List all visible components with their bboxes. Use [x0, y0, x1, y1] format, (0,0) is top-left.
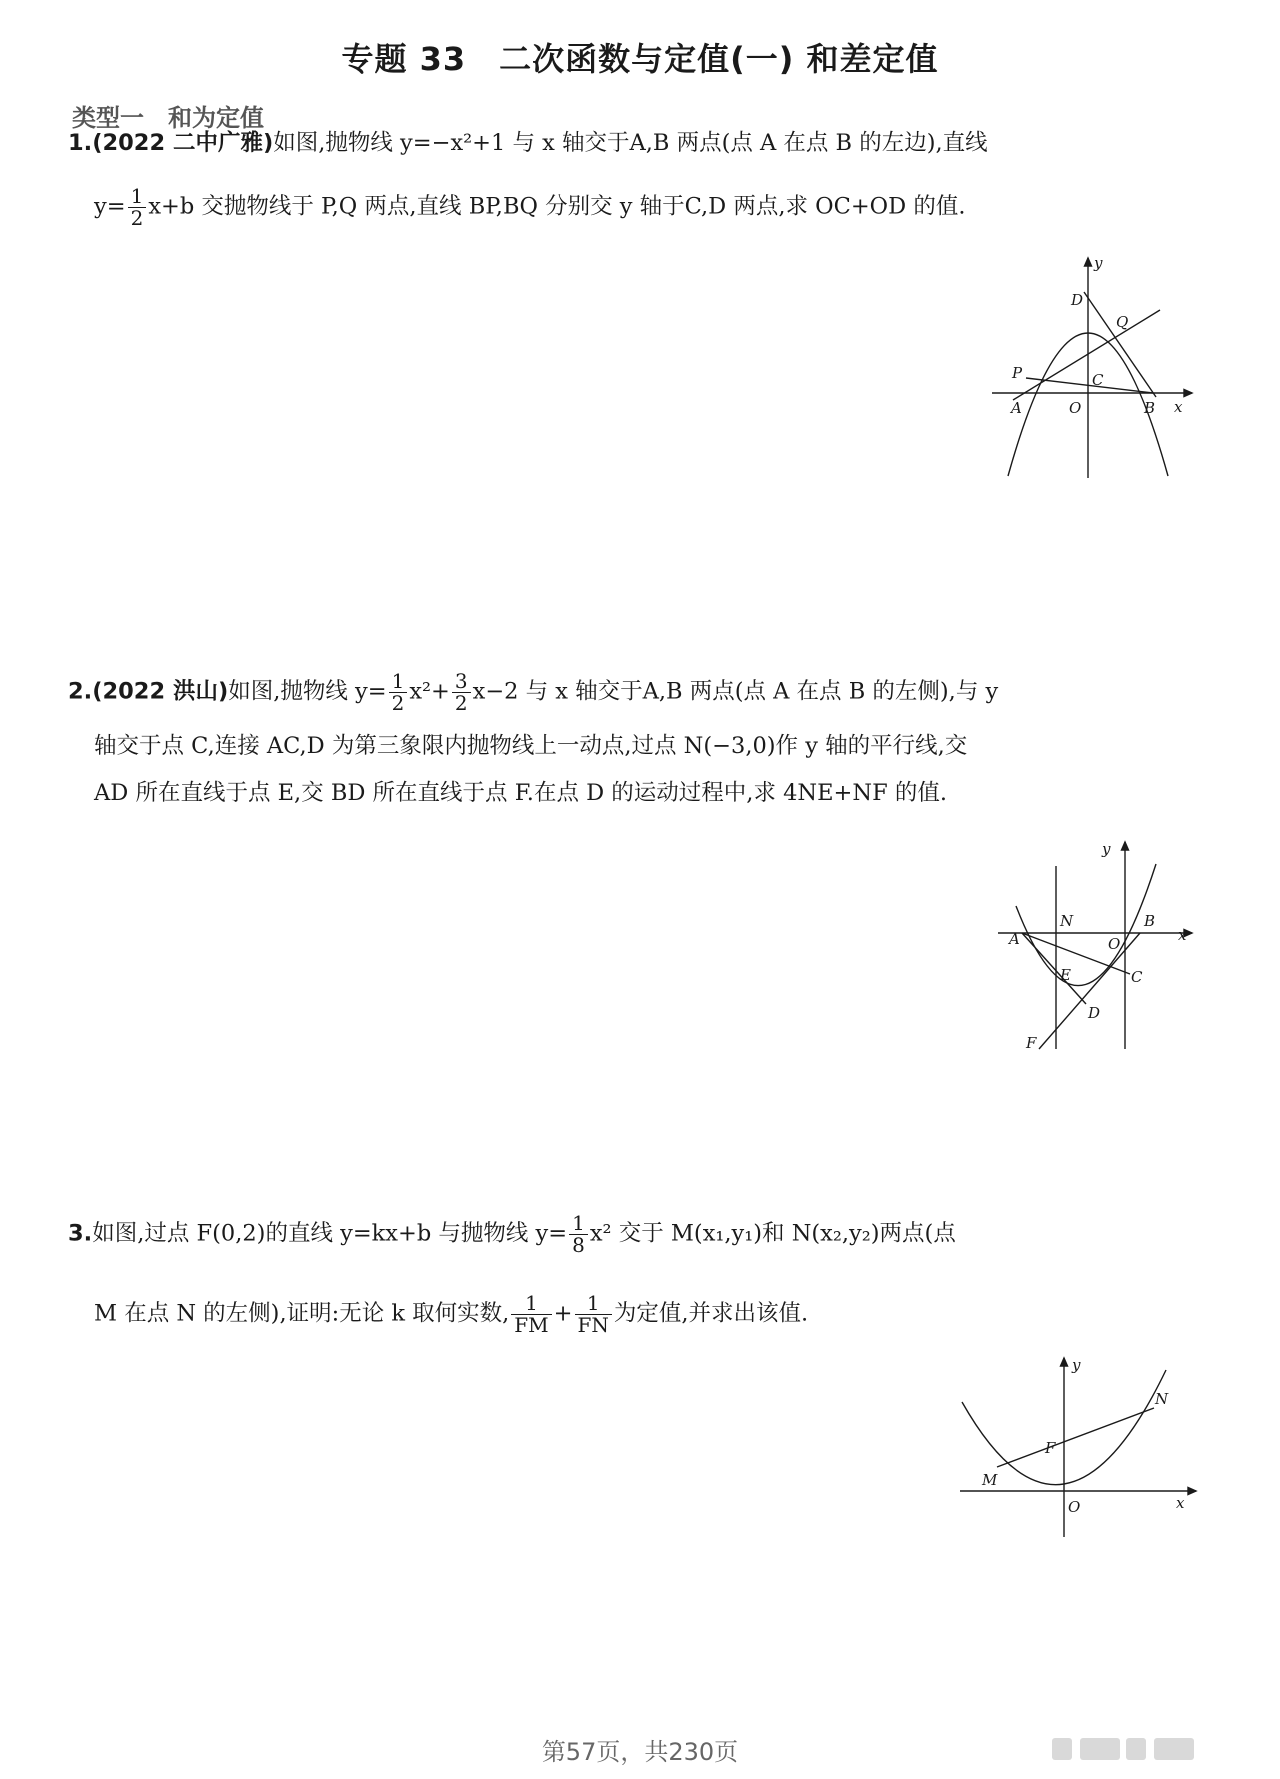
section-subtitle: 类型一 和为定值: [72, 104, 264, 132]
figure-label: F: [1026, 1034, 1037, 1052]
problem-2-line-2: 轴交于点 C,连接 AC,D 为第三象限内抛物线上一动点,过点 N(−3,0)作 y 轴的平行线,交: [94, 733, 968, 759]
viewer-control[interactable]: [1080, 1738, 1120, 1760]
problem-text: x−2 与 x 轴交于A,B 两点(点 A 在点 B 的左侧),与 y: [472, 678, 999, 705]
fraction: [389, 671, 408, 714]
problem-number: 2.: [68, 678, 93, 705]
problem-text: x+b 交抛物线于 P,Q 两点,直线 BP,BQ 分别交 y 轴于C,D 两点,求 OC+OD 的值.: [148, 193, 966, 220]
problem-source: (2022 洪山): [92, 678, 229, 705]
plus-sign: +: [553, 1300, 573, 1327]
figure-label: M: [982, 1471, 998, 1489]
problem-text: M 在点 N 的左侧),证明:无论 k 取何实数,: [94, 1300, 510, 1327]
problem-text: 如图,抛物线 y=: [228, 678, 387, 705]
problem-1-line-1: [68, 128, 988, 158]
figure-label: E: [1060, 966, 1071, 984]
fraction-denominator: 2: [454, 691, 468, 715]
x-axis-arrow: [1188, 1488, 1196, 1495]
problem-text: 如图,过点 F(0,2)的直线 y=kx+b 与抛物线 y=: [92, 1220, 568, 1247]
problem-2-line-3: AD 所在直线于点 E,交 BD 所在直线于点 F.在点 D 的运动过程中,求 4NE+NF 的值.: [94, 780, 947, 806]
y-axis-arrow: [1122, 842, 1129, 850]
page-title: 专题 33 二次函数与定值(一) 和差定值: [341, 40, 939, 78]
y-axis-arrow: [1061, 1358, 1068, 1366]
problem-2-line-1: [68, 671, 998, 714]
problem-2-figure: [990, 834, 1200, 1060]
figure-label: Q: [1116, 313, 1129, 331]
figure-label: B: [1144, 399, 1156, 417]
figure-label: P: [1012, 364, 1023, 382]
fraction: [452, 671, 471, 714]
problem-text: y=: [94, 193, 126, 220]
problem-text: x² 交于 M(x₁,y₁)和 N(x₂,y₂)两点(点: [589, 1220, 956, 1247]
problem-text: 如图,抛物线 y=−x²+1 与 x 轴交于A,B 两点(点 A 在点 B 的左边),直线: [273, 130, 988, 156]
fraction-denominator: FM: [514, 1313, 549, 1337]
page-indicator: 第57页，共230页: [541, 1738, 739, 1766]
problem-number: 3.: [68, 1220, 93, 1247]
figure-label: O: [1069, 399, 1082, 417]
problem-source: (2022 二中广雅): [92, 130, 274, 156]
fraction: [128, 186, 147, 229]
figure-label: y: [1102, 840, 1111, 858]
fraction-numerator: 3: [452, 671, 471, 693]
fraction-denominator: FN: [577, 1313, 609, 1337]
figure-label: x: [1174, 398, 1183, 416]
figure-label: B: [1144, 912, 1156, 930]
figure-label: N: [1060, 912, 1074, 930]
fraction-denominator: 2: [130, 206, 144, 230]
problem-text: x²+: [409, 678, 450, 705]
figure-label: x: [1178, 926, 1187, 944]
fraction-numerator: 1: [575, 1293, 612, 1315]
fraction-numerator: 1: [511, 1293, 551, 1315]
problem-number: 1.: [68, 130, 93, 156]
problem-text: 为定值,并求出该值.: [613, 1300, 809, 1327]
fraction: [511, 1293, 551, 1336]
fraction-numerator: 1: [569, 1213, 588, 1235]
viewer-control[interactable]: [1052, 1738, 1072, 1760]
fraction-numerator: 1: [128, 186, 147, 208]
y-axis-arrow: [1085, 258, 1092, 266]
problem-1-line-2: [94, 186, 965, 229]
problem-1-figure: [968, 250, 1208, 490]
fraction-numerator: 1: [389, 671, 408, 693]
viewer-control[interactable]: [1154, 1738, 1194, 1760]
figure-label: A: [1011, 399, 1022, 417]
x-axis-arrow: [1184, 390, 1192, 397]
fraction: [575, 1293, 612, 1336]
figure-label: D: [1071, 291, 1084, 309]
figure-label: y: [1094, 254, 1103, 272]
figure-label: O: [1068, 1498, 1081, 1516]
line-mn: [997, 1408, 1154, 1467]
figure-label: D: [1088, 1004, 1101, 1022]
fraction: [569, 1213, 588, 1256]
figure-label: F: [1045, 1439, 1056, 1457]
figure-label: N: [1155, 1390, 1169, 1408]
viewer-control[interactable]: [1126, 1738, 1146, 1760]
fraction-denominator: 2: [391, 691, 405, 715]
figure-label: C: [1092, 371, 1104, 389]
figure-label: C: [1131, 968, 1143, 986]
figure-label: x: [1176, 1494, 1185, 1512]
figure-label: O: [1108, 935, 1121, 953]
problem-3-line-1: [68, 1213, 956, 1256]
line-ad: [1022, 933, 1086, 1004]
problem-3-line-2: [94, 1293, 808, 1336]
figure-label: A: [1009, 930, 1020, 948]
fraction-denominator: 8: [572, 1233, 585, 1257]
line-pq: [1013, 310, 1160, 400]
figure-label: y: [1072, 1356, 1081, 1374]
problem-3-figure: [952, 1352, 1202, 1542]
